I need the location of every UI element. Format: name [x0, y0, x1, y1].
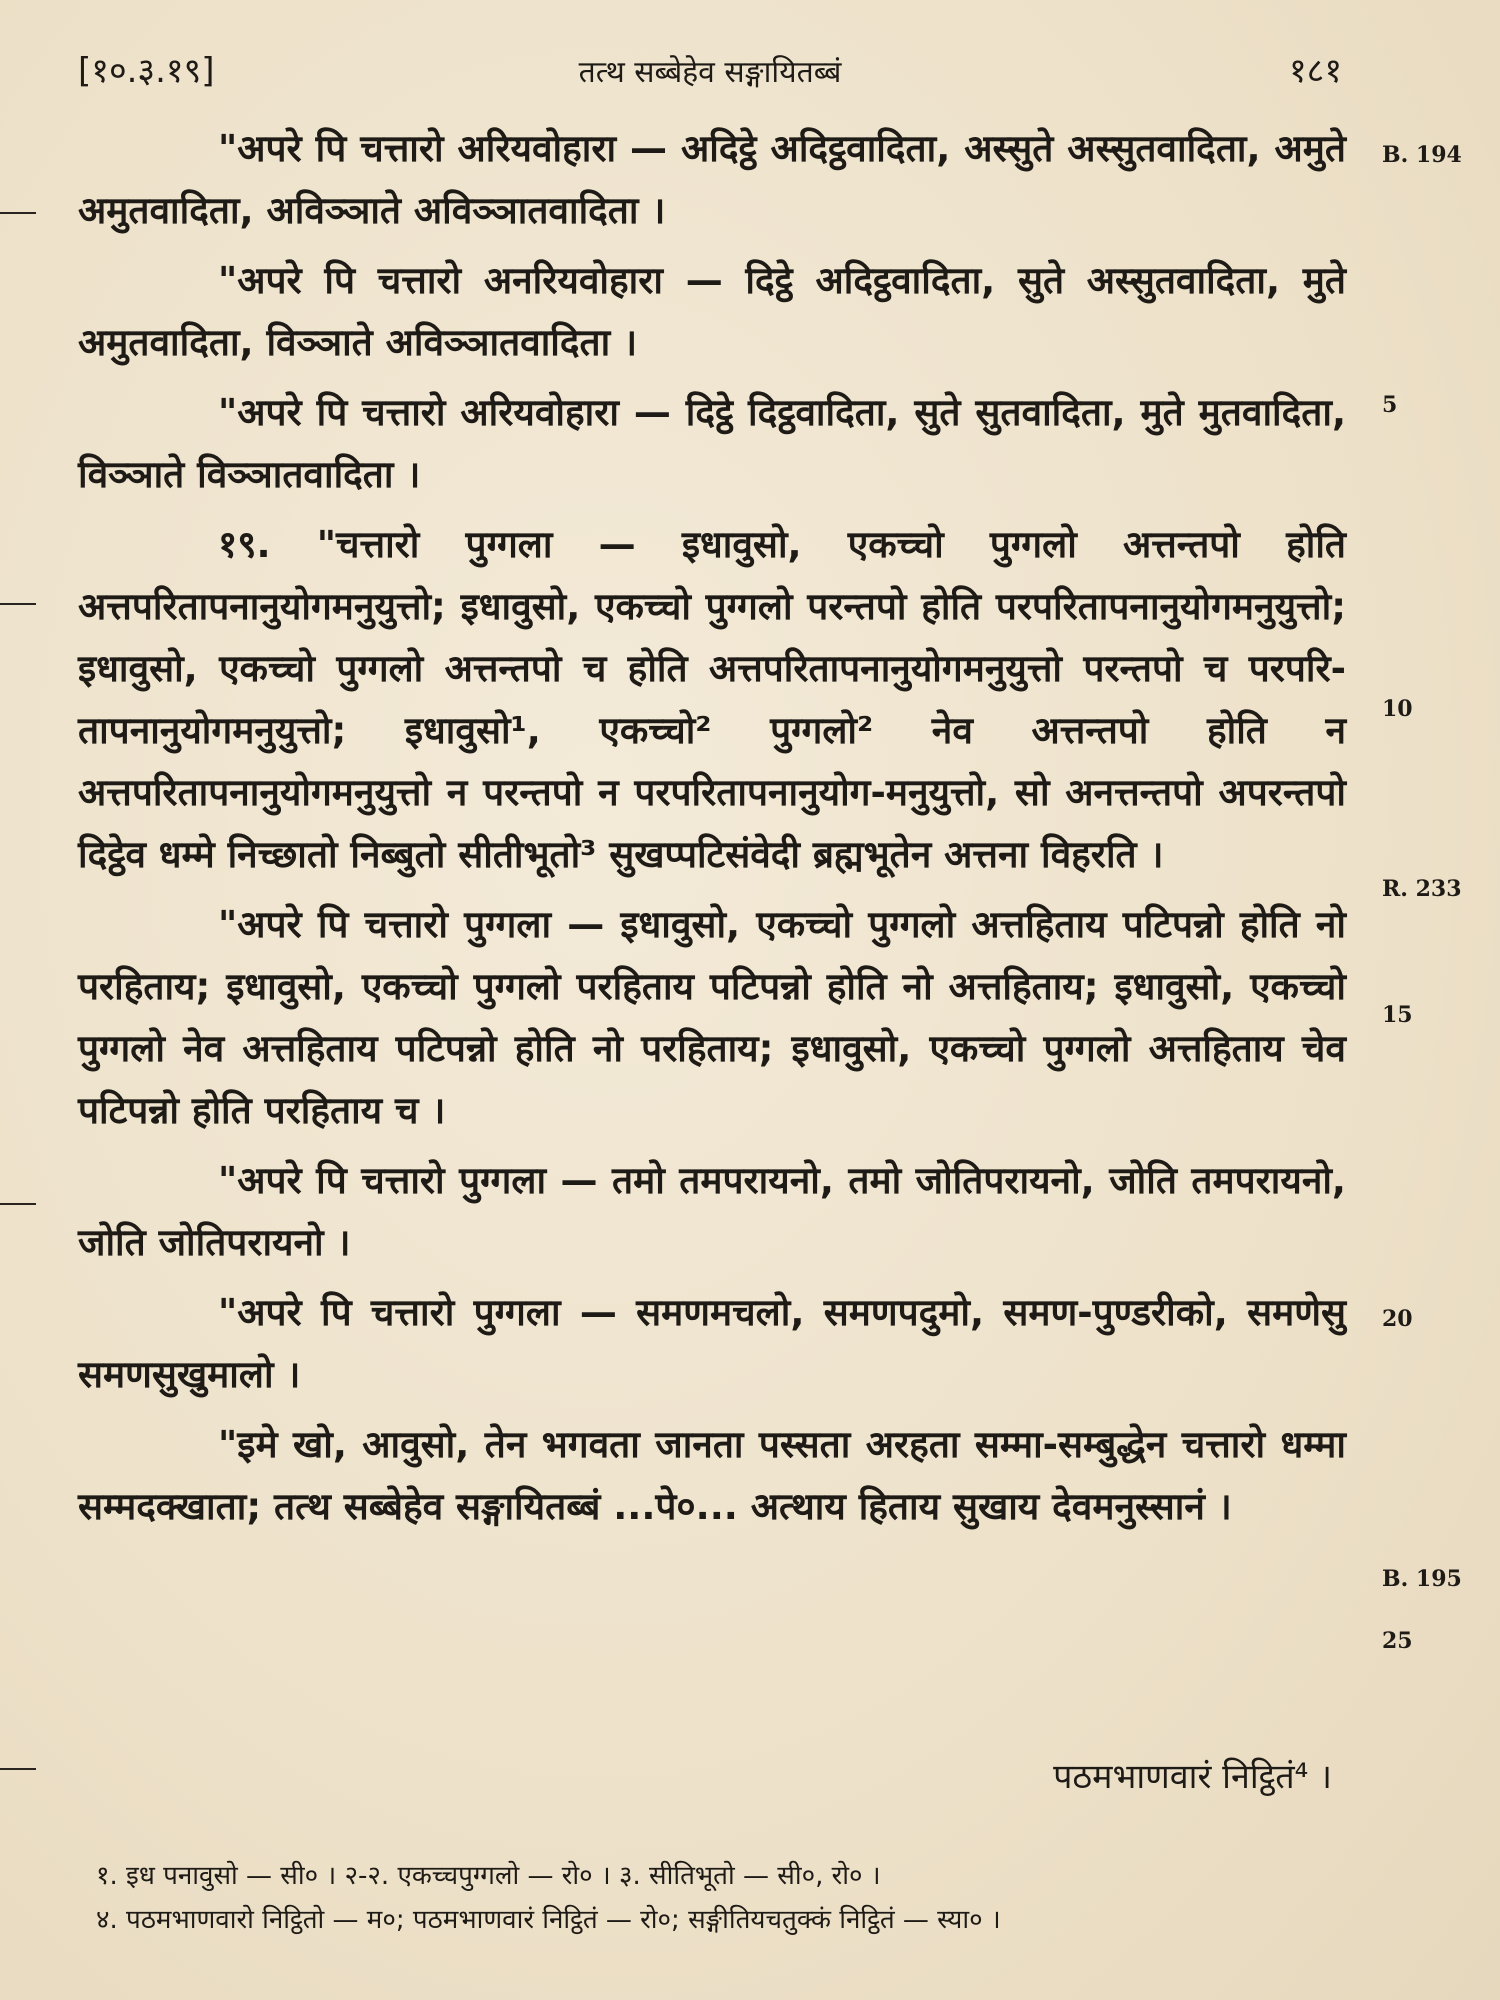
footnotes — [96, 1854, 1346, 1942]
section-reference: [१०.३.१९] — [78, 51, 215, 91]
running-title: तत्थ सब्बेहेव सङ्गायितब्बं — [578, 55, 842, 90]
margin-note: B. 194 — [1382, 142, 1462, 168]
margin-note: 15 — [1382, 1002, 1413, 1028]
margin-references — [1382, 0, 1492, 2000]
footnote-line: ४. पठमभाणवारो निट्ठितो — म०; पठमभाणवारं निट्ठितं — रो०; सङ्गीतियचतुक्कं निट्ठितं — स्या० । — [96, 1905, 1001, 1935]
footnote-line: १. इध पनावुसो — सी० । २-२. एकच्चपुग्गलो — रो० । ३. सीतिभूतो — सी०, रो० । — [96, 1861, 881, 1891]
margin-note: B. 195 — [1382, 1566, 1462, 1592]
binding-mark — [0, 212, 36, 214]
paragraph-puggala-samana: "अपरे पि चत्तारो पुग्गला — समणमचलो, समणपदुमो, समण-पुण्डरीको, समणेसु समणसुखुमालो । — [78, 1291, 1346, 1396]
running-header — [78, 46, 1342, 106]
paragraph-puggala-tamo: "अपरे पि चत्तारो पुग्गला — तमो तमपरायनो, तमो जोतिपरायनो, जोति तमपरायनो, जोति जोतिपरायनो । — [78, 1159, 1346, 1264]
margin-note: R. 233 — [1382, 876, 1462, 902]
paragraph-ariya-vohara-1: "अपरे पि चत्तारो अरियवोहारा — अदिट्ठे अदिट्ठवादिता, अस्सुते अस्सुतवादिता, अमुते अमुतवादिता, अविञ्ञाते अविञ्ञातवादिता । — [78, 127, 1346, 232]
margin-note: 10 — [1382, 696, 1413, 722]
paragraph-ariya-vohara-2: "अपरे पि चत्तारो अरियवोहारा — दिट्ठे दिट्ठवादिता, सुते सुतवादिता, मुते मुतवादिता, विञ्ञाते विञ्ञातवादिता । — [78, 391, 1346, 496]
paragraph-19-puggala: १९. "चत्तारो पुग्गला — इधावुसो, एकच्चो पुग्गलो अत्तन्तपो होति अत्तपरितापनानुयोगमनुयुत्तो; इधावुसो, एकच्चो पुग्गलो परन्तपो होति परपरितापनानुयोगमनुयुत्तो; इधावुसो, एकच्चो पुग्गलो अत्तन्तपो च होति अत्तपरितापनानुयोगमनुयुत्तो परन्तपो च परपरि-तापनानुयोगमनुयुत्तो; इधावुसो¹, एकच्चो² पुग्गलो² नेव अत्तन्तपो होति न अत्तपरितापनानुयोगमनुयुत्तो न परन्तपो न परपरितापनानुयोग-मनुयुत्तो, सो अनत्तन्तपो अपरन्तपो दिट्ठेव धम्मे निच्छातो निब्बुतो सीतीभूतो³ सुखप्पटिसंवेदी ब्रह्मभूतेन अत्तना विहरति । — [78, 523, 1346, 876]
margin-note: 5 — [1382, 392, 1398, 418]
binding-mark — [0, 1768, 36, 1770]
colophon: पठमभाणवारं निट्ठितं⁴ । — [1053, 1757, 1332, 1797]
main-text — [78, 118, 1346, 1546]
binding-mark — [0, 1203, 36, 1205]
page-number: १८१ — [1288, 51, 1342, 91]
paragraph-puggala-hitaya: "अपरे पि चत्तारो पुग्गला — इधावुसो, एकच्चो पुग्गलो अत्तहिताय पटिपन्नो होति नो परहिताय; इधावुसो, एकच्चो पुग्गलो परहिताय पटिपन्नो होति नो अत्तहिताय; इधावुसो, एकच्चो पुग्गलो नेव अत्तहिताय पटिपन्नो होति नो परहिताय; इधावुसो, एकच्चो पुग्गलो अत्तहिताय चेव पटिपन्नो होति परहिताय च । — [78, 903, 1346, 1132]
paragraph-anariya-vohara: "अपरे पि चत्तारो अनरियवोहारा — दिट्ठे अदिट्ठवादिता, सुते अस्सुतवादिता, मुते अमुतवादिता, विञ्ञाते अविञ्ञातवादिता । — [78, 259, 1346, 364]
binding-mark — [0, 603, 36, 605]
margin-note: 25 — [1382, 1628, 1413, 1654]
paragraph-conclusion: "इमे खो, आवुसो, तेन भगवता जानता पस्सता अरहता सम्मा-सम्बुद्धेन चत्तारो धम्मा सम्मदक्खाता; तत्थ सब्बेहेव सङ्गायितब्बं ...पे०... अत्थाय हिताय सुखाय देवमनुस्सानं । — [78, 1423, 1346, 1528]
margin-note: 20 — [1382, 1306, 1413, 1332]
